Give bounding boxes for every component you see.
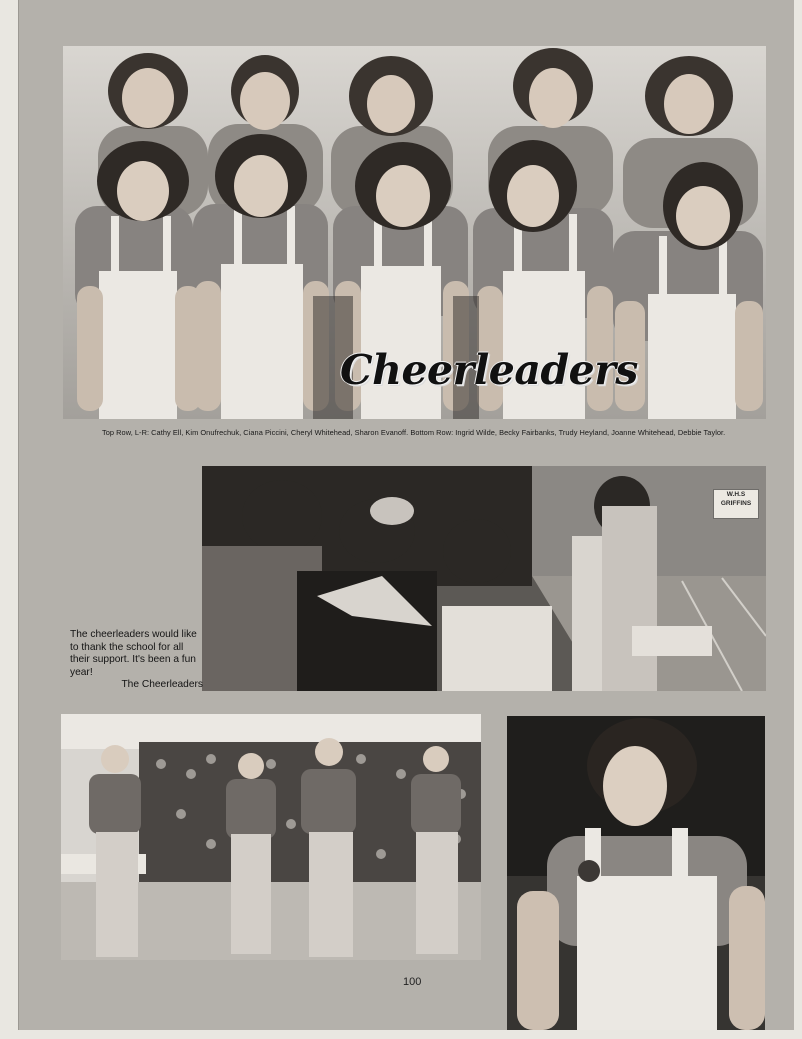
photo-caption: Top Row, L-R: Cathy Ell, Kim Onufrechuk, Ciana Piccini, Cheryl Whitehead, Sharon Evanoff. Bottom Row: Ingrid Wilde, Becky Fairbanks, Trudy Heyland, Joanne Whitehead, Debbie Taylor. [102,428,726,437]
cheerleader-portrait [507,716,765,1030]
crowd-photo [202,466,766,691]
gym-photo [61,714,481,960]
thank-you-signature: The Cheerleaders [121,679,203,691]
page-title: Cheerleaders [340,346,638,394]
page-number: 100 [403,976,422,988]
griffins-banner: W.H.S GRIFFINS [713,489,759,519]
thank-you-message: The cheerleaders would like to thank the school for all their support. It's been a fun year! [70,629,197,678]
yearbook-page [18,0,794,1030]
thank-you-note [70,629,203,692]
